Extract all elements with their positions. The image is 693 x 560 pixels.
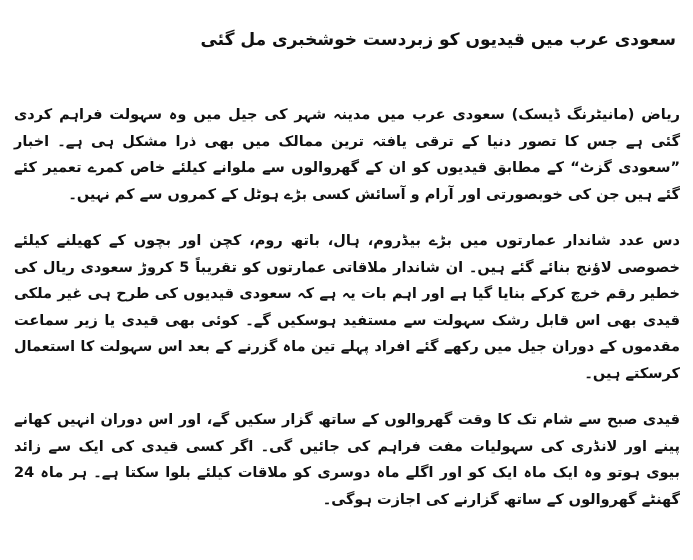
article-paragraph-2: دس عدد شاندار عمارتوں میں بڑے بیڈروم، ہال، باتھ روم، کچن اور بچوں کے کھیلنے کیلئے خصوصی لاؤنج بنائے گئے ہیں۔ ان شاندار ملاقاتی عمارتوں کو تقریباً 5 کروڑ سعودی ریال کی خطیر رقم خرچ کرکے بنایا گیا ہے اور اہم بات یہ ہے کہ سعودی قیدیوں کی طرح ہی غیر ملکی قیدی بھی اس قابل رشک سہولت سے مستفید ہوسکیں گے۔ کوئی بھی قیدی یا زیر سماعت مقدموں کے دوران جیل میں رکھے گئے افراد پہلے تین ماہ گزرنے کے بعد اس سہولت کا استعمال کرسکتے ہیں۔ — [14, 233, 680, 382]
news-article — [14, 26, 680, 560]
article-paragraph-3: قیدی صبح سے شام تک کا وقت گھروالوں کے ساتھ گزار سکیں گے، اور اس دوران انہیں کھانے پینے اور لانڈری کی سہولیات مفت فراہم کی جائیں گی۔ اگر کسی قیدی کی ایک سے زائد بیوی ہوتو وہ ایک ماہ ایک کو اور اگلے ماہ دوسری کو ملاقات کیلئے بلوا سکتا ہے۔ ہر ماہ 24 گھنٹے گھروالوں کے ساتھ گزارنے کی اجازت ہوگی۔ — [14, 412, 680, 508]
article-headline: سعودی عرب میں قیدیوں کو زبردست خوشخبری مل گئی — [200, 30, 676, 50]
article-paragraph-1: ریاض (مانیٹرنگ ڈیسک) سعودی عرب میں مدینہ شہر کی جیل میں وہ سہولت فراہم کردی گئی ہے جس کا تصور دنیا کے ترقی یافتہ ترین ممالک میں بھی ذرا مشکل ہی ہے۔ اخبار ”سعودی گزٹ“ کے مطابق قیدیوں کو ان کے گھروالوں سے ملوانے کیلئے خاص کمرے تعمیر کئے گئے ہیں جن کی خوبصورتی اور آرام و آسائش کسی بڑے ہوٹل کے کمروں سے کم نہیں۔ — [14, 107, 680, 203]
